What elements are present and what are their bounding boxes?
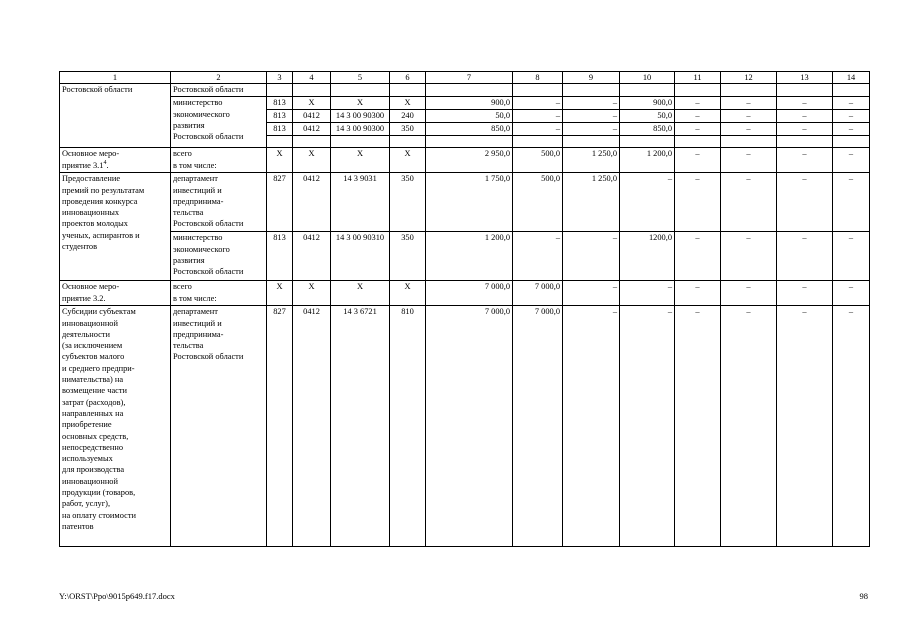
header-cell-5: 5 — [331, 72, 390, 84]
sec1-total-col13: – — [777, 148, 833, 173]
sec1-min-col10: 1200,0 — [620, 232, 675, 281]
sec2-dept-col8: 7 000,0 — [513, 306, 563, 547]
sec1-total-col5: Х — [331, 148, 390, 173]
sec1-total-col10: 1 200,0 — [620, 148, 675, 173]
sec0-row0-col13: – — [777, 97, 833, 110]
sec1-min-col13: – — [777, 232, 833, 281]
sec0-top-col3 — [267, 84, 293, 97]
sec1-total-col3: Х — [267, 148, 293, 173]
table-row — [60, 306, 870, 547]
sec2-total-col10: – — [620, 281, 675, 306]
sec0-tail-col10 — [620, 136, 675, 148]
sec0-top-col6 — [390, 84, 426, 97]
sec1-dept-col14: – — [833, 173, 870, 232]
sec1-dept-col5: 14 3 9031 — [331, 173, 390, 232]
sec2-total-col13: – — [777, 281, 833, 306]
sec1-dept-col10: – — [620, 173, 675, 232]
sec1-description: Предоставление премий по результатам проведения конкурса инновационных проектов молодых ученых, аспирантов и студентов — [60, 173, 171, 281]
sec1-total-col8: 500,0 — [513, 148, 563, 173]
sec0-row0-col10: 900,0 — [620, 97, 675, 110]
sec1-dept-col7: 1 750,0 — [426, 173, 513, 232]
header-cell-14: 14 — [833, 72, 870, 84]
table-body — [60, 72, 870, 547]
sec0-row1-col10: 50,0 — [620, 110, 675, 123]
sec1-total-col14: – — [833, 148, 870, 173]
sec1-min-col3: 813 — [267, 232, 293, 281]
sec2-description: Субсидии субъектам инновационной деятельности (за исключением субъектов малого и среднего предпри- нимательства) на возмещение части затрат (расходов), направленных на приобретение основных средств, непосредственно используемых для производства инновационной продукции (товаров, работ, услуг), на оплату стоимости патентов — [60, 306, 171, 547]
footer-file-path: Y:\ORST\Ppo\9015p649.f17.docx — [59, 591, 175, 601]
sec0-row0-col4: Х — [293, 97, 331, 110]
sec0-row2-col8: – — [513, 123, 563, 136]
sec0-row1-col12: – — [721, 110, 777, 123]
sec0-row2-col5: 14 3 00 90300 — [331, 123, 390, 136]
sec2-dept-col6: 810 — [390, 306, 426, 547]
sec2-total-col12: – — [721, 281, 777, 306]
sec0-row1-col11: – — [675, 110, 721, 123]
sec0-tail-col9 — [563, 136, 620, 148]
sec1-min-col6: 350 — [390, 232, 426, 281]
sec0-row0-col9: – — [563, 97, 620, 110]
sec1-dept-col12: – — [721, 173, 777, 232]
sec0-row2-col7: 850,0 — [426, 123, 513, 136]
sec2-total-col14: – — [833, 281, 870, 306]
sec2-total-col4: Х — [293, 281, 331, 306]
sec0-tail-col3 — [267, 136, 293, 148]
sec1-dept-col8: 500,0 — [513, 173, 563, 232]
sec2-dept-col10: – — [620, 306, 675, 547]
sec1-min-label: министерство экономического развития Ростовской области — [171, 232, 267, 281]
sec0-row1-col6: 240 — [390, 110, 426, 123]
sec0-row2-col9: – — [563, 123, 620, 136]
sec0-row0-col5: Х — [331, 97, 390, 110]
sec1-min-col4: 0412 — [293, 232, 331, 281]
sec2-dept-col11: – — [675, 306, 721, 547]
sec2-dept-col7: 7 000,0 — [426, 306, 513, 547]
sec0-tail-col4 — [293, 136, 331, 148]
table-row — [60, 281, 870, 306]
sec0-row1-col7: 50,0 — [426, 110, 513, 123]
table-row — [60, 148, 870, 173]
sec0-top-col11 — [675, 84, 721, 97]
header-row — [60, 72, 870, 84]
table-row — [60, 173, 870, 232]
sec0-row0-col12: – — [721, 97, 777, 110]
sec1-dept-col6: 350 — [390, 173, 426, 232]
sec0-row2-col3: 813 — [267, 123, 293, 136]
header-cell-10: 10 — [620, 72, 675, 84]
sec0-row0-col14: – — [833, 97, 870, 110]
sec1-min-col9: – — [563, 232, 620, 281]
sec1-total-col9: 1 250,0 — [563, 148, 620, 173]
sec0-row1-col4: 0412 — [293, 110, 331, 123]
sec1-min-col8: – — [513, 232, 563, 281]
table-row — [60, 97, 870, 110]
sec0-row2-col10: 850,0 — [620, 123, 675, 136]
sec0-tail-col8 — [513, 136, 563, 148]
sec0-top-col10 — [620, 84, 675, 97]
sec0-row0-col3: 813 — [267, 97, 293, 110]
sec2-total-col11: – — [675, 281, 721, 306]
sec1-min-col11: – — [675, 232, 721, 281]
header-cell-1: 1 — [60, 72, 171, 84]
sec2-total-col8: 7 000,0 — [513, 281, 563, 306]
sec1-total-label: всего в том числе: — [171, 148, 267, 173]
sec2-dept-label: департамент инвестиций и предпринима- тельства Ростовской области — [171, 306, 267, 547]
sec0-tail-col11 — [675, 136, 721, 148]
sec2-total-col9: – — [563, 281, 620, 306]
sec0-row2-col6: 350 — [390, 123, 426, 136]
sec0-row1-col3: 813 — [267, 110, 293, 123]
sec2-dept-col5: 14 3 6721 — [331, 306, 390, 547]
header-cell-2: 2 — [171, 72, 267, 84]
sec0-top-col7 — [426, 84, 513, 97]
header-cell-9: 9 — [563, 72, 620, 84]
sec0-row2-col13: – — [777, 123, 833, 136]
table-row — [60, 232, 870, 281]
sec2-dept-col13: – — [777, 306, 833, 547]
sec0-top-col5 — [331, 84, 390, 97]
sec0-row2-col4: 0412 — [293, 123, 331, 136]
sec2-dept-col4: 0412 — [293, 306, 331, 547]
sec1-min-col12: – — [721, 232, 777, 281]
sec0-top-col12 — [721, 84, 777, 97]
sec0-row1-col5: 14 3 00 90300 — [331, 110, 390, 123]
sec2-dept-col12: – — [721, 306, 777, 547]
sec1-min-col14: – — [833, 232, 870, 281]
sec0-row0-col7: 900,0 — [426, 97, 513, 110]
sec1-total-col6: Х — [390, 148, 426, 173]
sec0-top-col14 — [833, 84, 870, 97]
sec0-tail-col14 — [833, 136, 870, 148]
header-cell-13: 13 — [777, 72, 833, 84]
sec1-title-tail: . — [106, 160, 109, 170]
sec0-ministry-label: министерство экономического развития Ростовской области — [171, 97, 267, 148]
sec2-dept-col14: – — [833, 306, 870, 547]
header-cell-11: 11 — [675, 72, 721, 84]
budget-table — [59, 71, 870, 547]
header-cell-8: 8 — [513, 72, 563, 84]
sec0-top-col4 — [293, 84, 331, 97]
sec0-row2-col12: – — [721, 123, 777, 136]
sec0-row0-col6: Х — [390, 97, 426, 110]
sec1-dept-col3: 827 — [267, 173, 293, 232]
sec2-total-col5: Х — [331, 281, 390, 306]
sec2-total-col7: 7 000,0 — [426, 281, 513, 306]
sec1-dept-label: департамент инвестиций и предпринима- тельства Ростовской области — [171, 173, 267, 232]
sec1-dept-col9: 1 250,0 — [563, 173, 620, 232]
sec0-tail-col12 — [721, 136, 777, 148]
sec1-title-text: Основное меро- приятие 3.1 — [62, 149, 120, 170]
sec1-min-col7: 1 200,0 — [426, 232, 513, 281]
header-cell-7: 7 — [426, 72, 513, 84]
sec0-tail-col13 — [777, 136, 833, 148]
sec2-total-col6: Х — [390, 281, 426, 306]
sec1-total-col12: – — [721, 148, 777, 173]
header-cell-3: 3 — [267, 72, 293, 84]
table-row — [60, 84, 870, 97]
sec0-row1-col14: – — [833, 110, 870, 123]
sec0-row2-col11: – — [675, 123, 721, 136]
sec0-tail-col6 — [390, 136, 426, 148]
sec1-dept-col11: – — [675, 173, 721, 232]
sec0-row1-col13: – — [777, 110, 833, 123]
sec0-executor-top: Ростовской области — [171, 84, 267, 97]
sec1-min-col5: 14 3 00 90310 — [331, 232, 390, 281]
header-cell-4: 4 — [293, 72, 331, 84]
sec2-title: Основное меро- приятие 3.2. — [60, 281, 171, 306]
sec1-title — [60, 148, 171, 173]
sec2-dept-col9: – — [563, 306, 620, 547]
sec2-total-label: всего в том числе: — [171, 281, 267, 306]
sec0-tail-col7 — [426, 136, 513, 148]
header-cell-6: 6 — [390, 72, 426, 84]
sec2-dept-col3: 827 — [267, 306, 293, 547]
sec0-row2-col14: – — [833, 123, 870, 136]
sec1-title-footnote: 4 — [103, 159, 107, 166]
sec0-top-col9 — [563, 84, 620, 97]
footer-page-number: 98 — [859, 591, 868, 601]
sec0-row1-col9: – — [563, 110, 620, 123]
sec1-total-col11: – — [675, 148, 721, 173]
sec0-program-cell: Ростовской области — [60, 84, 171, 148]
sec0-top-col8 — [513, 84, 563, 97]
sec2-total-col3: Х — [267, 281, 293, 306]
sec1-dept-col13: – — [777, 173, 833, 232]
sec1-total-col7: 2 950,0 — [426, 148, 513, 173]
sec1-total-col4: Х — [293, 148, 331, 173]
sec0-row1-col8: – — [513, 110, 563, 123]
sec1-dept-col4: 0412 — [293, 173, 331, 232]
sec0-tail-col5 — [331, 136, 390, 148]
sec0-row0-col11: – — [675, 97, 721, 110]
sec0-row0-col8: – — [513, 97, 563, 110]
header-cell-12: 12 — [721, 72, 777, 84]
sec0-top-col13 — [777, 84, 833, 97]
